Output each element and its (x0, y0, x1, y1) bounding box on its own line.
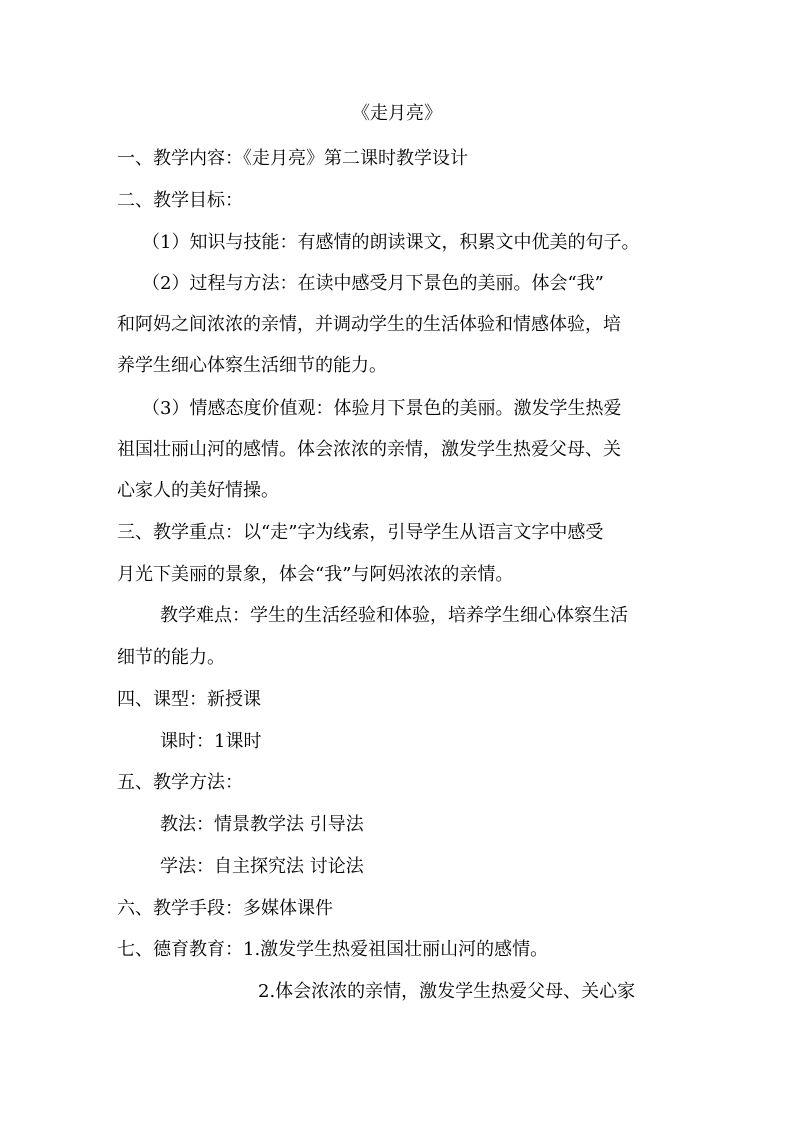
section-teaching-methods: 五、教学方法： (117, 772, 243, 793)
goal-emotion-values-line-2: 祖国壮丽山河的感情。体会浓浓的亲情，激发学生热爱父母、关 (117, 439, 621, 460)
section-key-points-line-1: 三、教学重点：以“走”字为线索，引导学生从语言文字中感受 (117, 522, 604, 543)
section-moral-education-line-2: 2.体会浓浓的亲情，激发学生热爱父母、关心家 (258, 981, 636, 1002)
document-title: 《走月亮》 (352, 103, 442, 124)
section-teaching-content: 一、教学内容：《走月亮》第二课时教学设计 (117, 148, 468, 169)
difficulty-line-1: 教学难点：学生的生活经验和体验，培养学生细心体察生活 (160, 605, 628, 626)
goal-process-methods-line-3: 养学生细心体察生活细节的能力。 (117, 355, 387, 376)
goal-emotion-values-line-3: 心家人的美好情操。 (117, 480, 279, 501)
goal-process-methods-line-1: （2）过程与方法：在读中感受月下景色的美丽。体会“我” (142, 273, 604, 294)
learning-method: 学法：自主探究法 讨论法 (160, 856, 364, 877)
section-lesson-type: 四、课型：新授课 (117, 689, 261, 710)
goal-process-methods-line-2: 和阿妈之间浓浓的亲情，并调动学生的生活体验和情感体验，培 (117, 314, 621, 335)
goal-knowledge-skills: （1）知识与技能：有感情的朗读课文，积累文中优美的句子。 (142, 232, 640, 253)
difficulty-line-2: 细节的能力。 (117, 647, 225, 668)
teaching-method: 教法：情景教学法 引导法 (160, 814, 364, 835)
section-moral-education-line-1: 七、德育教育：1.激发学生热爱祖国壮丽山河的感情。 (117, 939, 549, 960)
goal-emotion-values-line-1: （3）情感态度价值观：体验月下景色的美丽。激发学生热爱 (142, 398, 622, 419)
section-key-points-line-2: 月光下美丽的景象，体会“我”与阿妈浓浓的亲情。 (117, 564, 514, 585)
section-teaching-means: 六、教学手段：多媒体课件 (117, 898, 333, 919)
section-teaching-goals: 二、教学目标： (117, 190, 243, 211)
lesson-hours: 课时：1课时 (160, 731, 262, 752)
